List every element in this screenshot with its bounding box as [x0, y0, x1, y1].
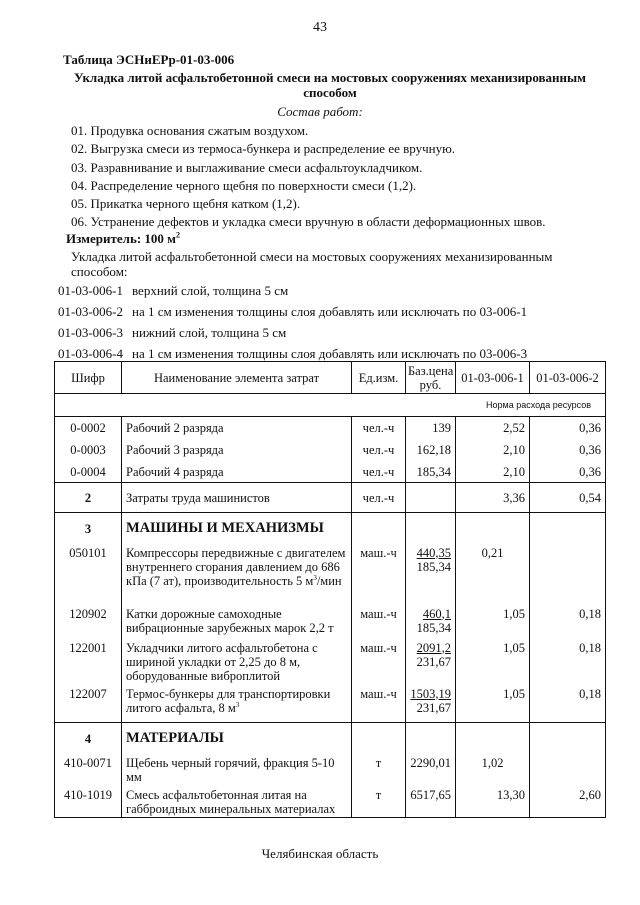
row-unit: чел.-ч: [352, 483, 406, 513]
row-name-text: Компрессоры передвижные с двигателем внутреннего сгорания давлением до 686 кПа (7 ат), производительность 5 м: [126, 545, 346, 588]
price-bottom: 231,67: [416, 700, 451, 715]
row-code: 120902: [55, 607, 122, 641]
price-bottom: 231,67: [416, 654, 451, 669]
row-name-text: Термос-бункеры для транспортировки литого асфальта, 8 м: [126, 686, 331, 715]
row-value-2: [530, 544, 606, 607]
row-value-1: 3,36: [456, 483, 530, 513]
code-id: 01-03-006-3: [58, 325, 123, 340]
row-unit: чел.-ч: [352, 461, 406, 483]
row-name: [122, 544, 352, 607]
table-row: [55, 754, 606, 788]
row-name: Рабочий 4 разряда: [122, 461, 352, 483]
code-text: нижний слой, толщина 5 см: [132, 325, 287, 340]
work-item: 03. Разравнивание и выглаживание смеси асфальтоукладчиком.: [71, 159, 423, 175]
row-price: 2290,01: [406, 754, 456, 788]
section-row: [55, 513, 606, 544]
row-price: 162,18: [406, 439, 456, 461]
row-value-2: 0,18: [530, 607, 606, 641]
row-code: 0-0004: [55, 461, 122, 483]
row-unit: чел.-ч: [352, 417, 406, 439]
table-name: Таблица ЭСНиЕРр-01-03-006: [63, 52, 235, 67]
header-name: Наименование элемента затрат: [122, 362, 352, 394]
row-code: 0-0003: [55, 439, 122, 461]
header-col2: 01-03-006-2: [530, 362, 606, 394]
row-value-2: [530, 754, 606, 788]
work-item: 04. Распределение черного щебня по поверхности смеси (1,2).: [71, 177, 417, 193]
row-name: Укладчики литого асфальтобетона с шириной укладки от 2,25 до 8 м, оборудованные виброплитой: [122, 641, 352, 687]
price-bottom: 185,34: [416, 559, 451, 574]
table-row: [55, 687, 606, 723]
section-title: МАШИНЫ И МЕХАНИЗМЫ: [122, 513, 352, 544]
code-text: верхний слой, толщина 5 см: [132, 283, 289, 298]
row-name: Рабочий 3 разряда: [122, 439, 352, 461]
row-value-1: 2,52: [456, 417, 530, 439]
table-row: [55, 544, 606, 607]
section-title: МАТЕРИАЛЫ: [122, 723, 352, 754]
row-name-tail: /мин: [316, 573, 342, 588]
row-unit: маш.-ч: [352, 544, 406, 607]
price-top: 1503,19: [410, 686, 451, 701]
empty-cell: [530, 513, 606, 544]
empty-cell: [456, 723, 530, 754]
row-name: Затраты труда машинистов: [122, 483, 352, 513]
table-title: Укладка литой асфальтобетонной смеси на мостовых сооружениях механизированным способом: [73, 70, 587, 100]
section-row: [55, 723, 606, 754]
price-top: 2091,2: [416, 640, 451, 655]
section-number: 4: [55, 723, 122, 754]
price-top: 460,1: [422, 606, 451, 621]
row-price: [406, 544, 456, 607]
row-price: [406, 641, 456, 687]
row-value-2: 0,36: [530, 417, 606, 439]
code-id: 01-03-006-1: [58, 283, 123, 298]
footer-region: Челябинская область: [261, 846, 379, 861]
header-unit: Ед.изм.: [352, 362, 406, 394]
row-value-1: 1,02: [456, 754, 530, 788]
code-text: на 1 см изменения толщины слоя добавлять или исключать по 03-006-1: [132, 304, 528, 319]
page-number: 43: [313, 20, 327, 35]
row-value-1: 1,05: [456, 607, 530, 641]
row-price: 185,34: [406, 461, 456, 483]
row-value-2: 0,18: [530, 687, 606, 723]
table-row: [55, 417, 606, 439]
header-col1: 01-03-006-1: [456, 362, 530, 394]
row-price: 139: [406, 417, 456, 439]
price-bottom: 185,34: [416, 620, 451, 635]
row-unit: чел.-ч: [352, 439, 406, 461]
norm-label: Норма расхода ресурсов: [55, 394, 606, 417]
measure-sup: 2: [176, 230, 181, 240]
work-item: 02. Выгрузка смеси из термоса-бункера и распределение ее вручную.: [71, 141, 456, 157]
row-value-1: 0,21: [456, 544, 530, 607]
empty-cell: [406, 723, 456, 754]
row-code: 122001: [55, 641, 122, 687]
price-top: 440,35: [416, 545, 451, 560]
description: Укладка литой асфальтобетонной смеси на мостовых сооружениях механизированным способом:: [71, 249, 553, 279]
work-item: 05. Прикатка черного щебня катком (1,2).: [71, 196, 301, 212]
row-code: 410-1019: [55, 788, 122, 818]
code-id: 01-03-006-2: [58, 304, 123, 319]
row-name: Смесь асфальтобетонная литая на габброидных минеральных материалах: [122, 788, 352, 818]
code-item: [58, 280, 527, 301]
row-unit: маш.-ч: [352, 641, 406, 687]
empty-cell: [352, 723, 406, 754]
row-unit: т: [352, 754, 406, 788]
norm-row: [55, 394, 606, 417]
row-code: 0-0002: [55, 417, 122, 439]
row-unit: маш.-ч: [352, 607, 406, 641]
works-list: [71, 122, 546, 232]
row-name: [122, 687, 352, 723]
table-header-row: [55, 362, 606, 394]
resource-table: [54, 361, 606, 818]
code-id: 01-03-006-4: [58, 346, 123, 361]
row-name-sup: 3: [235, 700, 240, 709]
row-code: 122007: [55, 687, 122, 723]
work-item: 01. Продувка основания сжатым воздухом.: [71, 123, 309, 138]
composition-label: Состав работ:: [277, 104, 363, 119]
row-value-2: 0,36: [530, 461, 606, 483]
table-row: [55, 788, 606, 818]
row-code: 410-0071: [55, 754, 122, 788]
row-value-1: 1,05: [456, 687, 530, 723]
row-value-2: 0,54: [530, 483, 606, 513]
row-name-sup: 3: [313, 573, 317, 582]
work-item: 06. Устранение дефектов и укладка смеси вручную в области деформационных швов.: [71, 214, 546, 230]
row-code: 050101: [55, 544, 122, 607]
row-code: 2: [55, 483, 122, 513]
row-value-1: 2,10: [456, 439, 530, 461]
section-number: 3: [55, 513, 122, 544]
empty-cell: [352, 513, 406, 544]
row-value-1: 1,05: [456, 641, 530, 687]
row-name: Щебень черный горячий, фракция 5-10 мм: [122, 754, 352, 788]
code-text: на 1 см изменения толщины слоя добавлять или исключать по 03-006-3: [132, 346, 528, 361]
row-name: Катки дорожные самоходные вибрационные зарубежных марок 2,2 т: [122, 607, 352, 641]
empty-cell: [456, 513, 530, 544]
code-item: [58, 322, 527, 343]
row-price: [406, 607, 456, 641]
row-value-2: 0,36: [530, 439, 606, 461]
row-name: Рабочий 2 разряда: [122, 417, 352, 439]
row-value-1: 2,10: [456, 461, 530, 483]
table-row: [55, 461, 606, 483]
code-list: [58, 280, 527, 364]
measure-label: Измеритель: 100 м: [66, 231, 177, 246]
table-row: [55, 439, 606, 461]
row-value-1: 13,30: [456, 788, 530, 818]
empty-cell: [406, 513, 456, 544]
measure-unit: [66, 231, 180, 247]
header-code: Шифр: [55, 362, 122, 394]
row-price: 6517,65: [406, 788, 456, 818]
row-unit: маш.-ч: [352, 687, 406, 723]
table-row: [55, 607, 606, 641]
row-price: [406, 687, 456, 723]
row-value-2: 2,60: [530, 788, 606, 818]
table-row: [55, 641, 606, 687]
code-item: [58, 301, 527, 322]
row-unit: т: [352, 788, 406, 818]
row-price: [406, 483, 456, 513]
empty-cell: [530, 723, 606, 754]
row-value-2: 0,18: [530, 641, 606, 687]
table-row: [55, 483, 606, 513]
header-base-price: Баз.цена руб.: [406, 362, 456, 394]
